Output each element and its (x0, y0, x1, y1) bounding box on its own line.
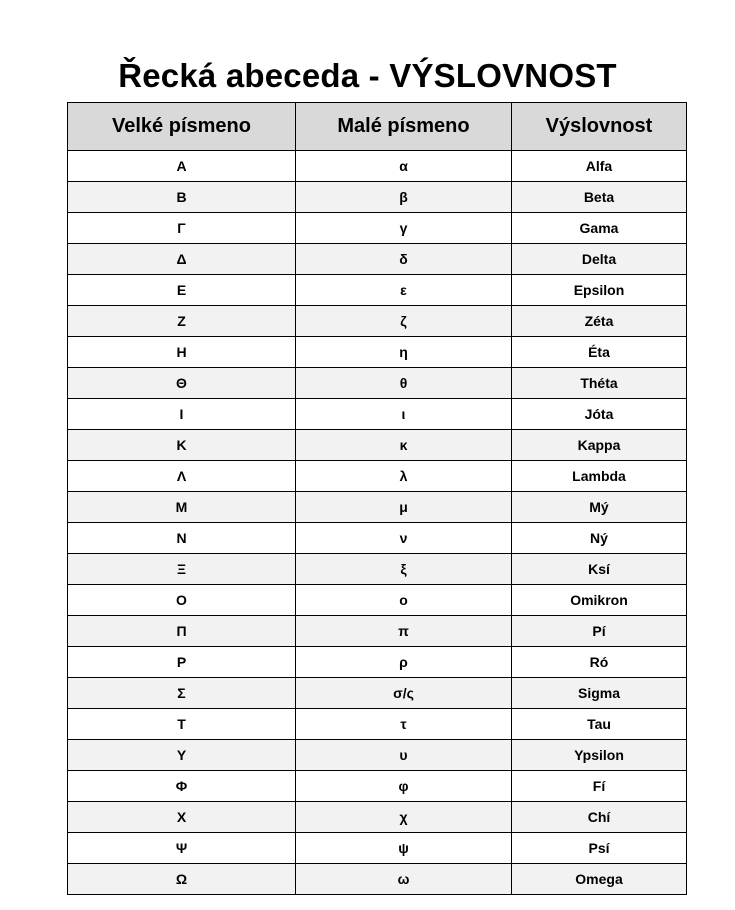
pronunciation-cell: Éta (512, 337, 687, 368)
lowercase-cell: ι (296, 399, 512, 430)
table-body (68, 151, 687, 895)
table-row (68, 151, 687, 182)
uppercase-cell: Θ (68, 368, 296, 399)
uppercase-cell: Τ (68, 709, 296, 740)
lowercase-cell: ψ (296, 833, 512, 864)
table-row (68, 492, 687, 523)
table-row (68, 182, 687, 213)
pronunciation-cell: Kappa (512, 430, 687, 461)
table-row (68, 461, 687, 492)
lowercase-cell: η (296, 337, 512, 368)
table-header-row (68, 103, 687, 151)
lowercase-cell: ρ (296, 647, 512, 678)
lowercase-cell: μ (296, 492, 512, 523)
pronunciation-cell: Jóta (512, 399, 687, 430)
lowercase-cell: υ (296, 740, 512, 771)
table-row (68, 833, 687, 864)
table-row (68, 337, 687, 368)
table-row (68, 740, 687, 771)
table-row (68, 523, 687, 554)
lowercase-cell: χ (296, 802, 512, 833)
pronunciation-cell: Ypsilon (512, 740, 687, 771)
pronunciation-cell: Gama (512, 213, 687, 244)
lowercase-cell: θ (296, 368, 512, 399)
pronunciation-cell: Ksí (512, 554, 687, 585)
table-row (68, 368, 687, 399)
table-row (68, 399, 687, 430)
header-lowercase: Malé písmeno (296, 103, 512, 151)
table-row (68, 864, 687, 895)
uppercase-cell: Δ (68, 244, 296, 275)
uppercase-cell: Γ (68, 213, 296, 244)
pronunciation-cell: Lambda (512, 461, 687, 492)
table-row (68, 275, 687, 306)
pronunciation-cell: Théta (512, 368, 687, 399)
pronunciation-cell: Chí (512, 802, 687, 833)
pronunciation-cell: Alfa (512, 151, 687, 182)
greek-alphabet-table (67, 102, 687, 895)
lowercase-cell: β (296, 182, 512, 213)
pronunciation-cell: Fí (512, 771, 687, 802)
uppercase-cell: Ι (68, 399, 296, 430)
table-row (68, 802, 687, 833)
table-row (68, 244, 687, 275)
lowercase-cell: α (296, 151, 512, 182)
pronunciation-cell: Ró (512, 647, 687, 678)
header-pronunciation: Výslovnost (512, 103, 687, 151)
uppercase-cell: Η (68, 337, 296, 368)
uppercase-cell: Λ (68, 461, 296, 492)
uppercase-cell: Ω (68, 864, 296, 895)
pronunciation-cell: Ný (512, 523, 687, 554)
header-uppercase: Velké písmeno (68, 103, 296, 151)
uppercase-cell: Σ (68, 678, 296, 709)
pronunciation-cell: Psí (512, 833, 687, 864)
lowercase-cell: ο (296, 585, 512, 616)
uppercase-cell: Ν (68, 523, 296, 554)
table-row (68, 616, 687, 647)
pronunciation-cell: Mý (512, 492, 687, 523)
uppercase-cell: Ψ (68, 833, 296, 864)
uppercase-cell: Χ (68, 802, 296, 833)
pronunciation-cell: Pí (512, 616, 687, 647)
lowercase-cell: ε (296, 275, 512, 306)
table-row (68, 678, 687, 709)
lowercase-cell: σ/ς (296, 678, 512, 709)
table-row (68, 709, 687, 740)
table-row (68, 306, 687, 337)
lowercase-cell: λ (296, 461, 512, 492)
lowercase-cell: γ (296, 213, 512, 244)
uppercase-cell: Κ (68, 430, 296, 461)
pronunciation-cell: Omega (512, 864, 687, 895)
uppercase-cell: Ε (68, 275, 296, 306)
uppercase-cell: Υ (68, 740, 296, 771)
uppercase-cell: Μ (68, 492, 296, 523)
lowercase-cell: ζ (296, 306, 512, 337)
pronunciation-cell: Sigma (512, 678, 687, 709)
pronunciation-cell: Delta (512, 244, 687, 275)
lowercase-cell: τ (296, 709, 512, 740)
lowercase-cell: π (296, 616, 512, 647)
pronunciation-cell: Omikron (512, 585, 687, 616)
table-row (68, 771, 687, 802)
lowercase-cell: ω (296, 864, 512, 895)
uppercase-cell: Β (68, 182, 296, 213)
uppercase-cell: Ζ (68, 306, 296, 337)
lowercase-cell: κ (296, 430, 512, 461)
uppercase-cell: Ο (68, 585, 296, 616)
lowercase-cell: ν (296, 523, 512, 554)
pronunciation-cell: Tau (512, 709, 687, 740)
uppercase-cell: Ρ (68, 647, 296, 678)
uppercase-cell: Π (68, 616, 296, 647)
uppercase-cell: Φ (68, 771, 296, 802)
pronunciation-cell: Zéta (512, 306, 687, 337)
table-row (68, 585, 687, 616)
page-title: Řecká abeceda - VÝSLOVNOST (118, 57, 617, 95)
table-row (68, 213, 687, 244)
uppercase-cell: Α (68, 151, 296, 182)
pronunciation-cell: Epsilon (512, 275, 687, 306)
table-row (68, 554, 687, 585)
lowercase-cell: φ (296, 771, 512, 802)
table-row (68, 430, 687, 461)
pronunciation-cell: Beta (512, 182, 687, 213)
uppercase-cell: Ξ (68, 554, 296, 585)
lowercase-cell: ξ (296, 554, 512, 585)
table-row (68, 647, 687, 678)
lowercase-cell: δ (296, 244, 512, 275)
